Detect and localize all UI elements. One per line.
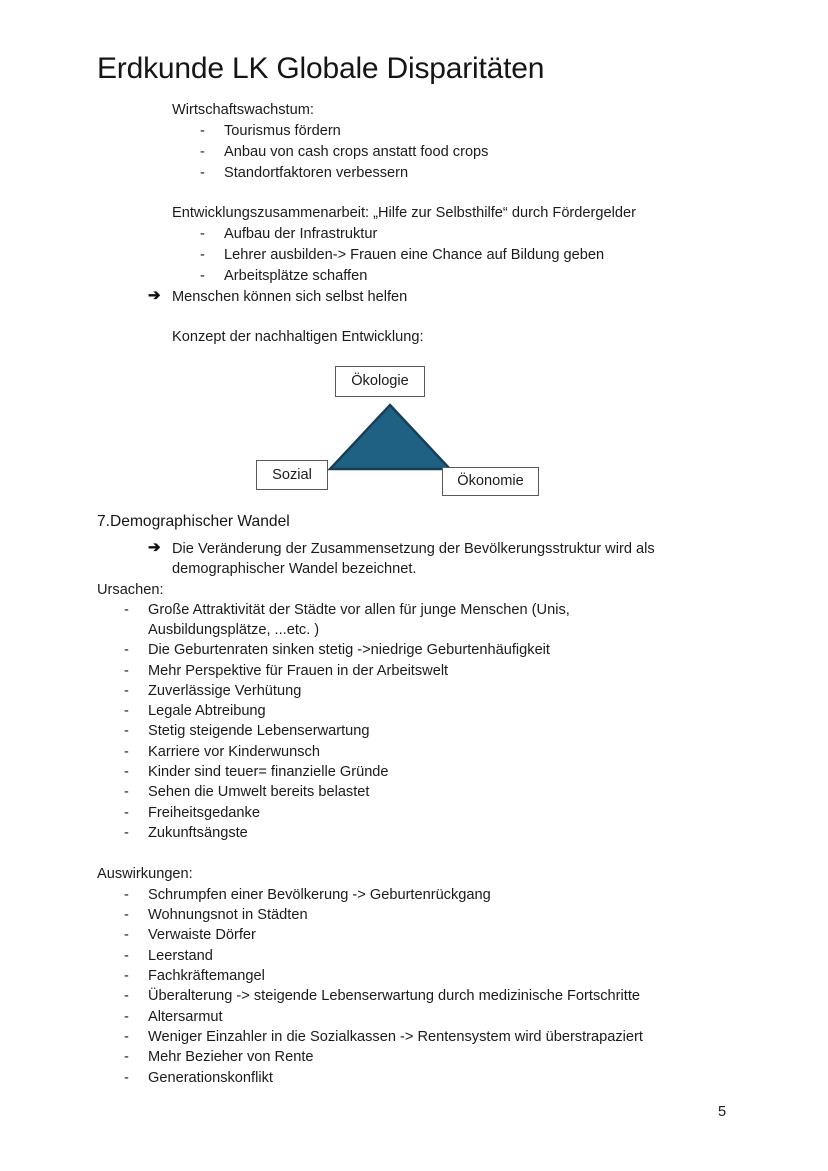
list-item: Aufbau der Infrastruktur [224, 226, 378, 242]
list-dash-marker: - [124, 968, 129, 984]
list-item: Weniger Einzahler in die Sozialkassen -> Rentensystem wird überstrapaziert [148, 1029, 643, 1045]
list-dash-marker: - [200, 268, 205, 284]
list-item: Mehr Perspektive für Frauen in der Arbeitswelt [148, 663, 449, 679]
list-dash-marker: - [124, 887, 129, 903]
list-dash-marker: - [200, 165, 205, 181]
heading-entwicklungszusammenarbeit: Entwicklungszusammenarbeit: „Hilfe zur Selbsthilfe“ durch Fördergelder [172, 205, 636, 221]
list-item: Leerstand [148, 948, 213, 964]
list-dash-marker: - [124, 907, 129, 923]
list-dash-marker: - [124, 927, 129, 943]
list-item: Freiheitsgedanke [148, 805, 260, 821]
list-dash-marker: - [124, 744, 129, 760]
nachhaltigkeits-dreieck-diagram [250, 360, 550, 500]
list-dash-marker: - [124, 602, 129, 618]
list-item: Altersarmut [148, 1009, 223, 1025]
list-item: Stetig steigende Lebenserwartung [148, 723, 370, 739]
list-dash-marker: - [124, 723, 129, 739]
list-item: Zuverlässige Verhütung [148, 683, 302, 699]
page-title: Erdkunde LK Globale Disparitäten [97, 52, 545, 85]
list-dash-marker: - [124, 1009, 129, 1025]
list-dash-marker: - [124, 1049, 129, 1065]
heading-konzept: Konzept der nachhaltigen Entwicklung: [172, 329, 424, 345]
diagram-label-sozial: Sozial [256, 460, 328, 490]
list-item: Generationskonflikt [148, 1070, 273, 1086]
triangle-shape [328, 403, 452, 471]
arrow-right-icon: ➔ [148, 287, 161, 304]
list-dash-marker: - [200, 144, 205, 160]
list-dash-marker: - [124, 642, 129, 658]
list-item: Fachkräftemangel [148, 968, 265, 984]
list-item: Standortfaktoren verbessern [224, 165, 409, 181]
list-dash-marker: - [124, 764, 129, 780]
definition-line-1: Die Veränderung der Zusammensetzung der Bevölkerungsstruktur wird als [172, 541, 655, 557]
list-item: Zukunftsängste [148, 825, 248, 841]
list-item-continuation: Ausbildungsplätze, ...etc. ) [148, 622, 320, 638]
list-dash-marker: - [124, 825, 129, 841]
heading-wirtschaftswachstum: Wirtschaftswachstum: [172, 102, 314, 118]
diagram-label-oekonomie: Ökonomie [442, 467, 539, 496]
conclusion-entwicklungszusammenarbeit: Menschen können sich selbst helfen [172, 289, 408, 305]
list-item: Tourismus fördern [224, 123, 341, 139]
list-item: Legale Abtreibung [148, 703, 266, 719]
list-dash-marker: - [124, 1029, 129, 1045]
list-dash-marker: - [200, 123, 205, 139]
list-item: Die Geburtenraten sinken stetig ->niedrige Geburtenhäufigkeit [148, 642, 550, 658]
heading-ursachen: Ursachen: [97, 582, 164, 598]
heading-demographischer-wandel: 7.Demographischer Wandel [97, 513, 290, 530]
list-item: Überalterung -> steigende Lebenserwartung durch medizinische Fortschritte [148, 988, 640, 1004]
list-dash-marker: - [124, 784, 129, 800]
list-item: Schrumpfen einer Bevölkerung -> Geburtenrückgang [148, 887, 491, 903]
list-item: Sehen die Umwelt bereits belastet [148, 784, 370, 800]
list-item: Lehrer ausbilden-> Frauen eine Chance auf Bildung geben [224, 247, 605, 263]
definition-line-2: demographischer Wandel bezeichnet. [172, 561, 417, 577]
list-dash-marker: - [200, 226, 205, 242]
list-dash-marker: - [200, 247, 205, 263]
list-item: Kinder sind teuer= finanzielle Gründe [148, 764, 389, 780]
list-dash-marker: - [124, 988, 129, 1004]
list-dash-marker: - [124, 948, 129, 964]
list-item: Wohnungsnot in Städten [148, 907, 308, 923]
list-dash-marker: - [124, 663, 129, 679]
list-item: Verwaiste Dörfer [148, 927, 256, 943]
diagram-label-oekologie: Ökologie [335, 366, 425, 397]
list-dash-marker: - [124, 703, 129, 719]
list-item: Arbeitsplätze schaffen [224, 268, 368, 284]
list-dash-marker: - [124, 1070, 129, 1086]
list-item: Karriere vor Kinderwunsch [148, 744, 320, 760]
list-item: Mehr Bezieher von Rente [148, 1049, 314, 1065]
list-dash-marker: - [124, 683, 129, 699]
arrow-right-icon: ➔ [148, 539, 161, 556]
list-dash-marker: - [124, 805, 129, 821]
list-item: Anbau von cash crops anstatt food crops [224, 144, 489, 160]
list-item: Große Attraktivität der Städte vor allen für junge Menschen (Unis, [148, 602, 570, 618]
heading-auswirkungen: Auswirkungen: [97, 866, 193, 882]
page-number: 5 [718, 1104, 727, 1120]
